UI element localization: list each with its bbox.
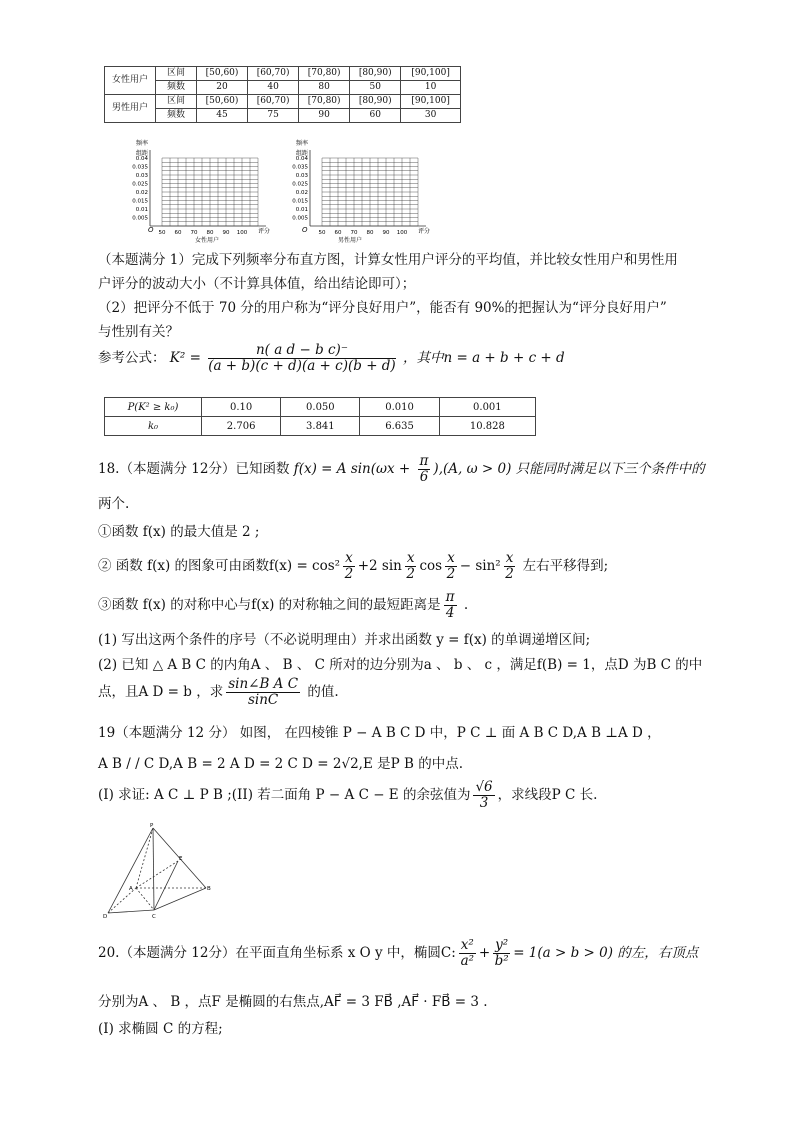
edge-DC: [108, 910, 154, 913]
table-cell: [70,80): [299, 95, 350, 109]
table-cell: 3.841: [281, 417, 360, 436]
vertex-label-A: A: [129, 886, 133, 892]
group-label: 女性用户: [105, 67, 156, 95]
histogram-grid: [310, 150, 426, 226]
vertex-label-C: C: [152, 914, 156, 920]
formula-where: ，其中n = a + b + c + d: [403, 350, 565, 366]
x-tick-label: 90: [382, 230, 390, 236]
table-cell: [90,100]: [401, 67, 461, 81]
table-cell: 45: [197, 109, 248, 123]
ylabel-top: 频率: [296, 140, 309, 147]
numerator: π: [445, 589, 455, 605]
edge-PC: [153, 828, 154, 910]
q20-sub1: (I) 求椭圆 C 的方程;: [98, 1021, 223, 1037]
table-cell: 50: [350, 81, 401, 95]
denominator: 4: [445, 605, 455, 621]
numerator: √6: [475, 779, 493, 795]
table-cell: 60: [350, 109, 401, 123]
denominator: 2: [505, 566, 514, 582]
text-run: (I) 求证: A C ⊥ P B ;(II) 若二面角 P − A C − E 的余弦值为: [98, 787, 471, 803]
q19-line1: 19（本题满分 12 分） 如图， 在四棱锥 P − A B C D 中，P C ⊥ 面 A B C D,A B ⊥A D ，: [98, 725, 661, 741]
table-cell: 0.050: [281, 398, 360, 417]
formula: [98, 343, 738, 374]
y-tick-label: 0.02: [295, 190, 308, 196]
text-line: （2）把评分不低于 70 分的用户称为“评分良好用户”，能否有 90%的把握认为“评分良好用户”: [98, 300, 667, 316]
x-tick-label: 50: [318, 230, 326, 236]
denominator: b²: [494, 953, 509, 969]
text-run: +2 sin: [357, 558, 402, 574]
numerator: x: [345, 550, 353, 566]
x-tick-label: 80: [366, 230, 374, 236]
y-tick-label: 0.025: [132, 181, 148, 188]
table-cell: [60,70): [248, 95, 299, 109]
vertex-label-E: E: [179, 856, 183, 862]
q18-condition1: ①函数 f(x) 的最大值是 2 ;: [98, 524, 260, 540]
text-run: 左右平移得到;: [518, 558, 609, 574]
table-cell: [60,70): [248, 67, 299, 81]
table-cell: [50,60): [197, 95, 248, 109]
x-tick-label: 60: [334, 230, 342, 236]
text-run: cos: [419, 558, 443, 574]
y-tick-label: 0.015: [292, 198, 308, 205]
denominator: sinC: [247, 692, 279, 708]
edge-PD: [108, 828, 153, 913]
table-cell: 0.001: [439, 398, 535, 417]
table-cell: 10.828: [439, 417, 535, 436]
denominator: a²: [460, 953, 475, 969]
q18-sub2-line2: [98, 677, 738, 708]
table-cell: [50,60): [197, 67, 248, 81]
edge-CB: [154, 888, 206, 910]
q18-sub2: (2) 已知 △ A B C 的内角A 、 B 、 C 所对的边分别为a 、 b 、 c ，满足f(B) = 1，点D 为B C 的中: [98, 657, 703, 673]
numerator: x²: [460, 937, 474, 953]
denominator: 2: [406, 566, 415, 582]
formula-lhs: K² =: [169, 350, 201, 366]
q17-part1: [98, 248, 718, 296]
histogram-caption: 女性用户: [195, 237, 220, 244]
y-tick-label: 0.035: [132, 164, 148, 171]
frequency-table: [104, 66, 461, 123]
critical-value-table: [104, 397, 536, 436]
text-run: ，求线段P C 长.: [497, 787, 598, 803]
denominator: 3: [479, 795, 489, 811]
ylabel-bottom: 组距: [296, 150, 309, 157]
q19-line3: [98, 780, 738, 811]
q20-line2: 分别为A 、 B ，点F 是椭圆的右焦点,AF⃗ = 3 FB⃗ ,AF⃗ · FB⃗ = 3 .: [98, 994, 488, 1010]
xlabel: 评分: [418, 228, 431, 235]
histogram-grid: [150, 150, 266, 226]
edge-AC: [136, 888, 154, 910]
ylabel-bottom: 组距: [136, 150, 149, 157]
vertex-label-B: B: [207, 886, 211, 892]
y-tick-label: 0.03: [135, 173, 148, 179]
q18-stem: [98, 454, 718, 485]
y-tick-label: 0.005: [132, 215, 148, 222]
numerator: x: [447, 550, 455, 566]
text-line: 与性别有关？: [98, 324, 179, 340]
table-cell: 40: [248, 81, 299, 95]
formula-label: 参考公式：: [98, 350, 166, 366]
table-cell: [90,100]: [401, 95, 461, 109]
q18-condition2: [98, 551, 738, 582]
denominator: 2: [344, 566, 354, 582]
x-tick-label: 100: [396, 230, 408, 236]
fraction: [343, 551, 355, 582]
denominator: 2: [446, 566, 456, 582]
y-tick-label: 0.015: [132, 198, 148, 205]
formula-denominator: (a + b)(c + d)(a + c)(b + d): [208, 358, 396, 374]
x-tick-label: 100: [236, 230, 248, 236]
numerator: π: [419, 453, 429, 469]
q18-sub1: (1) 写出这两个条件的序号（不必说明理由）并求出函数 y = f(x) 的单调递增区间;: [98, 632, 591, 648]
table-cell: 0.10: [202, 398, 281, 417]
fraction: [444, 590, 457, 621]
table-cell: 90: [299, 109, 350, 123]
x-tick-label: 50: [158, 230, 166, 236]
fraction: [226, 677, 300, 708]
table-cell: [80,90): [350, 95, 401, 109]
row-label: 频数: [156, 81, 197, 95]
origin-label: O: [302, 226, 308, 234]
text-line: （本题满分 1）完成下列频率分布直方图，计算女性用户评分的平均值，并比较女性用户和男性用: [98, 252, 678, 268]
numerator: x: [505, 550, 514, 566]
histogram-caption: 男性用户: [338, 237, 363, 244]
q17-part2: [98, 296, 718, 344]
table-cell: 30: [401, 109, 461, 123]
x-tick-label: 80: [206, 230, 214, 236]
text-run: .: [459, 597, 469, 613]
y-tick-label: 0.005: [292, 215, 308, 222]
table-cell: 80: [299, 81, 350, 95]
x-tick-label: 60: [174, 230, 182, 236]
table-cell: 6.635: [360, 417, 439, 436]
q18-condition3: [98, 590, 738, 621]
math-run: ),(A, ω > 0) 只能同时满足以下三个条件中的: [433, 461, 705, 477]
table-cell: 20: [197, 81, 248, 95]
formula-fraction: [208, 343, 396, 374]
fraction: [405, 551, 417, 582]
vertex-label-D: D: [103, 914, 108, 920]
fraction: [459, 938, 476, 969]
numerator: sin∠B A C: [228, 676, 299, 692]
y-tick-label: 0.01: [135, 207, 148, 213]
x-tick-label: 70: [350, 230, 358, 236]
table-cell: 0.010: [360, 398, 439, 417]
y-tick-label: 0.04: [135, 156, 148, 162]
y-tick-label: 0.02: [135, 190, 148, 196]
fraction: [493, 938, 510, 969]
numerator: y²: [495, 937, 509, 953]
pyramid-figure: [98, 820, 218, 920]
y-tick-label: 0.03: [295, 173, 308, 179]
text-run: 的值.: [303, 684, 339, 700]
text-run: 点，且A D = b ，求: [98, 684, 224, 700]
vertex-label-P: P: [150, 823, 154, 829]
origin-label: O: [148, 226, 154, 234]
text-run: 20.（本题满分 12分）在平面直角坐标系 x O y 中，椭圆C:: [98, 945, 456, 961]
denominator: 6: [419, 469, 429, 485]
y-tick-label: 0.035: [292, 164, 308, 171]
table-cell: [80,90): [350, 67, 401, 81]
table-cell: 10: [401, 81, 461, 95]
text-run: ③函数 f(x) 的对称中心与f(x) 的对称轴之间的最短距离是: [98, 597, 441, 613]
row-label: P(K² ≥ k₀): [105, 398, 202, 417]
text-run: − sin²: [459, 558, 501, 574]
x-tick-label: 70: [190, 230, 198, 236]
q20-line1: 20.（本题满分 12分）在平面直角坐标系 x O y 中，椭圆C: $\frac{\text{x²}}{\text{a²}}$ + $\frac{\text{y²}}{\text{b²}}$ = 1(a > b > 0) 的左，右顶点: [98, 937, 699, 969]
fraction: [445, 551, 457, 582]
fraction: [418, 454, 431, 485]
q19-line2: A B / / C D,A B = 2 A D = 2 C D = 2√2,E 是P B 的中点.: [98, 756, 463, 772]
y-tick-label: 0.025: [292, 181, 308, 188]
numerator: x: [406, 550, 415, 566]
math-run: = 1(a > b > 0) 的左，右顶点: [513, 945, 699, 961]
histogram-female: [110, 136, 285, 246]
group-label: 男性用户: [105, 95, 156, 123]
table-cell: [70,80): [299, 67, 350, 81]
x-tick-label: 90: [222, 230, 230, 236]
text-run: 18.（本题满分 12分）已知函数: [98, 461, 294, 477]
table-cell: 75: [248, 109, 299, 123]
row-label: k₀: [105, 417, 202, 436]
table-cell: 2.706: [202, 417, 281, 436]
fraction: [473, 780, 494, 811]
y-tick-label: 0.04: [295, 156, 308, 162]
math-run: f(x) = A sin(ωx +: [293, 461, 415, 477]
row-label: 区间: [156, 67, 197, 81]
row-label: 区间: [156, 95, 197, 109]
formula-numerator: n( a d − b c)⁻: [208, 343, 396, 359]
text-line: 户评分的波动大小（不计算具体值，给出结论即可）；: [98, 276, 416, 292]
text-run: ② 函数 f(x) 的图象可由函数f(x) = cos²: [98, 558, 341, 574]
xlabel: 评分: [258, 228, 271, 235]
histogram-male: [290, 136, 465, 246]
ylabel-top: 频率: [136, 140, 149, 147]
y-tick-label: 0.01: [295, 207, 308, 213]
row-label: 频数: [156, 109, 197, 123]
edge-CE: [154, 861, 178, 910]
fraction: [504, 551, 516, 582]
q18-line2: 两个.: [98, 496, 130, 512]
